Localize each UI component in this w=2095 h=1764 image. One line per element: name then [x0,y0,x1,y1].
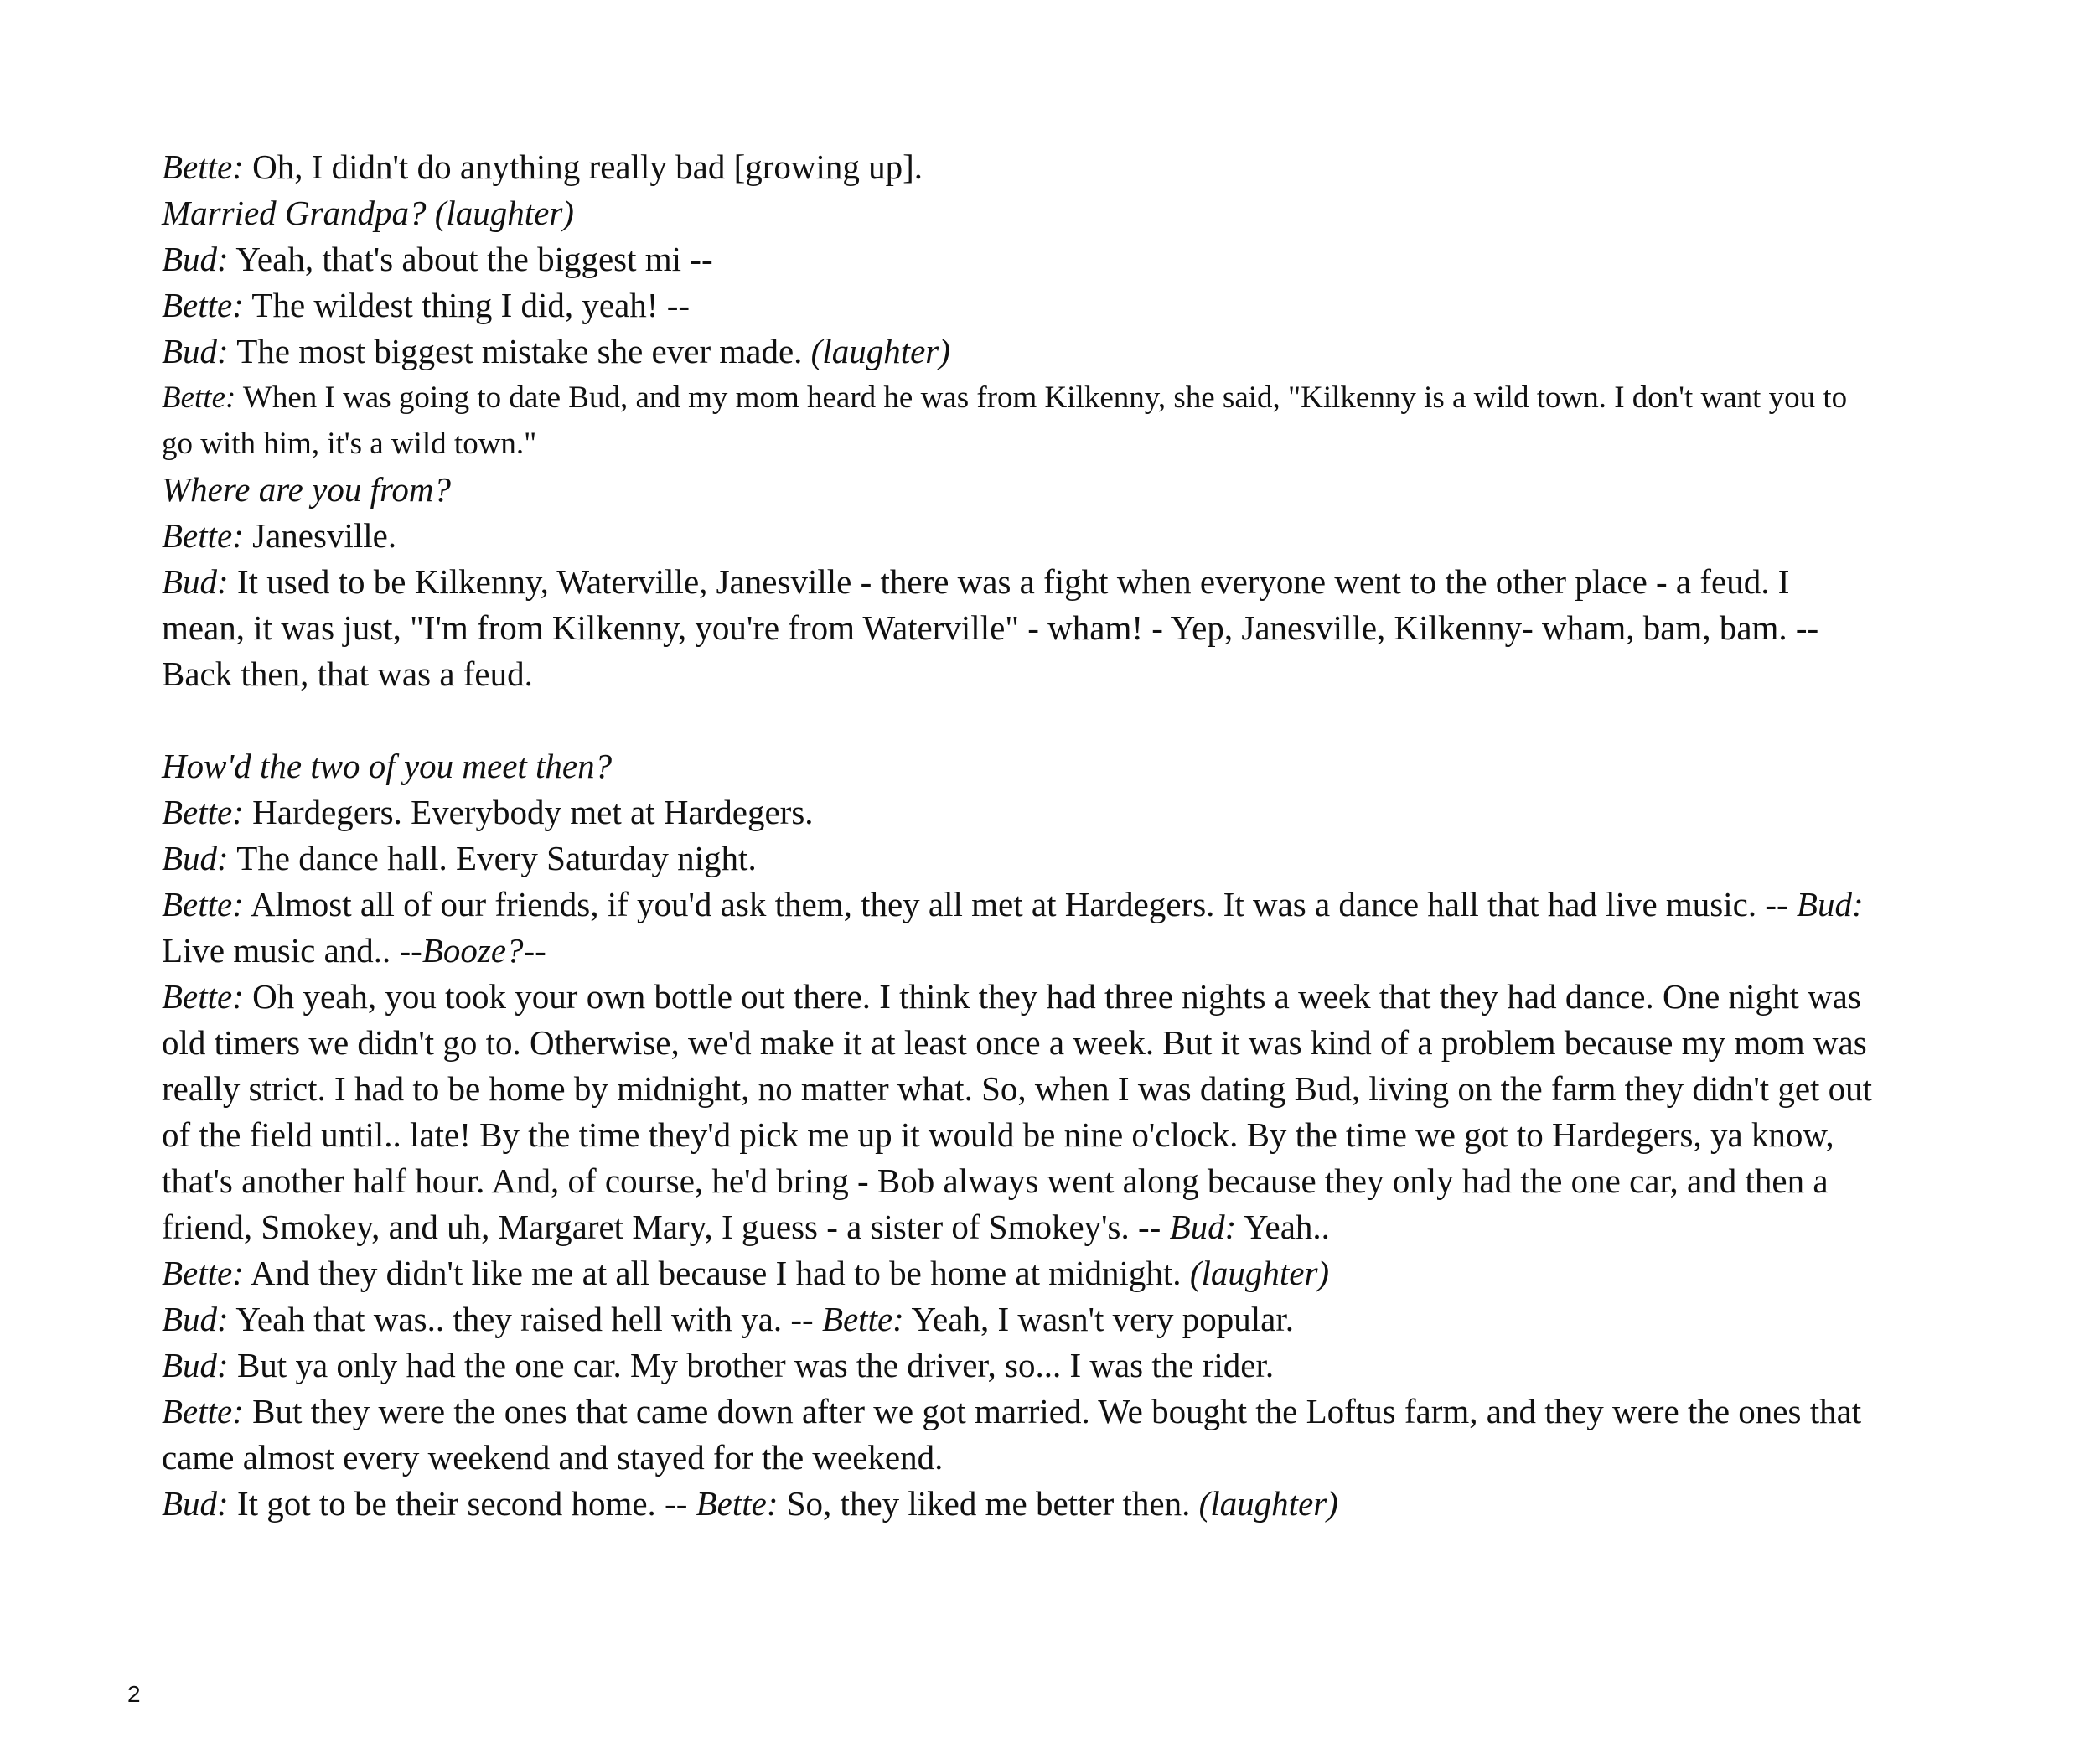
speech-text: When I was going to date Bud, and my mom heard he was from Kilkenny, she said, "Kilkenny is a wild town. I don't want you to go with him, it's a wild town." [162,380,1848,461]
speaker-label: Bud: [1796,885,1864,923]
stage-note: (laughter) [810,332,950,370]
speaker-label: Bud: [162,240,229,278]
speaker-label: Bette: [162,147,244,186]
speaker-label: Bud: [162,1484,229,1523]
speech-text: The wildest thing I did, yeah! -- [243,286,691,324]
speaker-label: Bette: [162,286,244,324]
speech-text: Yeah.. [1236,1208,1330,1246]
transcript-line [162,236,1880,282]
page-number: 2 [127,1681,141,1707]
speaker-label: Bud: [162,839,229,877]
transcript-line [162,1481,1880,1527]
transcript-line [162,1342,1880,1389]
speech-text: But ya only had the one car. My brother was the driver, so... I was the rider. [228,1346,1275,1384]
stage-note: (laughter) [1198,1484,1338,1523]
interview-transcript [162,144,1880,1527]
speaker-label: Bud: [162,1300,229,1338]
transcript-line [162,1389,1880,1481]
speaker-label: Bette: [162,516,244,555]
stage-note: (laughter) [1189,1254,1330,1292]
speaker-label: Bette: [696,1484,779,1523]
transcript-line [162,882,1880,974]
transcript-line [162,282,1880,328]
speech-text: Live music and.. -- [162,931,422,970]
transcript-line [162,1296,1880,1342]
transcript-line [162,559,1880,697]
speaker-label: Bette: [162,793,244,831]
interviewer-question: How'd the two of you meet then? [162,747,613,785]
transcript-line [162,835,1880,882]
speech-text: The most biggest mistake she ever made. [228,332,811,370]
speaker-label: Bette: [162,380,236,415]
speech-text: Oh yeah, you took your own bottle out there. I think they had three nights a week that they had dance. One night was old timers we didn't go to. Otherwise, we'd make it at least once a week. But it was kind of a problem because my mom was really strict. I had to be home by midnight, no matter what. So, when I was dating Bud, living on the farm they didn't get out of the field until.. late! By the time they'd pick me up it would be nine o'clock. By the time we got to Hardegers, ya know, that's another half hour. And, of course, he'd bring - Bob always went along because they only had the one car, and then a friend, Smokey, and uh, Margaret Mary, I guess - a sister of Smokey's. -- [162,977,1873,1246]
speaker-label: Bette: [162,1392,244,1430]
transcript-line [162,1250,1880,1296]
interviewer-question: Where are you from? [162,470,451,509]
transcript-line [162,328,1880,375]
speaker-label: Bud: [162,332,229,370]
speech-text: Oh, I didn't do anything really bad [growing up]. [243,147,923,186]
speaker-label: Bette: [821,1300,904,1338]
paragraph-spacer [162,697,1880,743]
stage-note: Booze?-- [422,931,546,970]
speech-text: So, they liked me better then. [778,1484,1199,1523]
transcript-line [162,375,1880,467]
speaker-label: Bud: [1169,1208,1237,1246]
speech-text: The dance hall. Every Saturday night. [228,839,757,877]
transcript-line [162,974,1880,1250]
speaker-label: Bette: [162,1254,244,1292]
speaker-label: Bette: [162,885,244,923]
speech-text: It got to be their second home. -- [228,1484,696,1523]
speech-text: Yeah, that's about the biggest mi -- [228,240,713,278]
speech-text: It used to be Kilkenny, Waterville, Janesville - there was a fight when everyone went to the other place - a feud. I mean, it was just, "I'm from Kilkenny, you're from Waterville" - wham! - Yep, Janesville, Kilkenny- wham, bam, bam. -- Back then, that was a feud. [162,562,1819,693]
speech-text: And they didn't like me at all because I had to be home at midnight. [243,1254,1190,1292]
speech-text: Yeah that was.. they raised hell with ya. -- [228,1300,822,1338]
speaker-label: Bud: [162,562,229,601]
transcript-line [162,513,1880,559]
speech-text: Hardegers. Everybody met at Hardegers. [243,793,814,831]
speaker-label: Bette: [162,977,244,1016]
speech-text: Yeah, I wasn't very popular. [903,1300,1294,1338]
interviewer-question: Married Grandpa? (laughter) [162,194,574,232]
transcript-line [162,789,1880,835]
speaker-label: Bud: [162,1346,229,1384]
speech-text: Janesville. [243,516,397,555]
speech-text: Almost all of our friends, if you'd ask them, they all met at Hardegers. It was a dance hall that had live music. -- [243,885,1797,923]
speech-text: But they were the ones that came down after we got married. We bought the Loftus farm, and they were the ones that came almost every weekend and stayed for the weekend. [162,1392,1862,1477]
transcript-line [162,144,1880,190]
